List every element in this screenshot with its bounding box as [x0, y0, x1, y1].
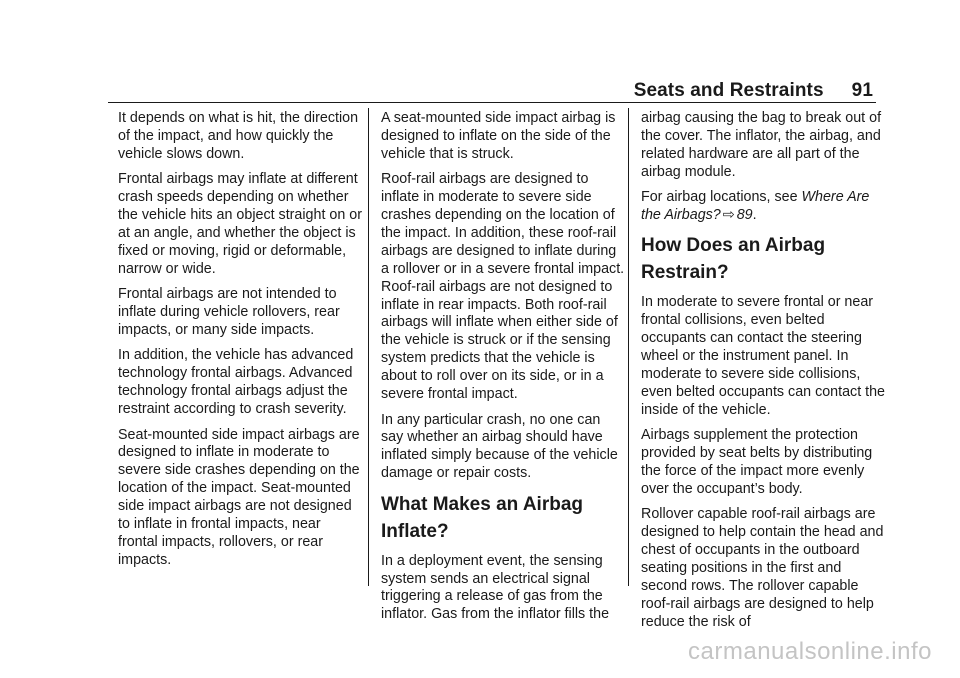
paragraph — [641, 189, 885, 225]
page-number: 91 — [851, 80, 873, 101]
paragraph: airbag causing the bag to break out of the cover. The inflator, the airbag, and related hardware are all part of the airbag module. — [641, 110, 882, 180]
page-reference-arrow-icon: ⇨ — [722, 207, 735, 224]
paragraph: It depends on what is hit, the direction of the impact, and how quickly the vehicle slows down. — [118, 110, 359, 162]
paragraph: Seat-mounted side impact airbags are designed to inflate in moderate to severe side crashes depending on the location of the impact. Seat-mounted side impact airbags are not designed to inflate in frontal impacts, near frontal impacts, rollovers, or rear impacts. — [118, 426, 360, 568]
paragraph: Roof-rail airbags are designed to inflate in moderate to severe side crashes depending on the location of the impact. In addition, these roof-rail airbags are designed to inflate during a rollover or in a severe frontal impact. Roof-rail airbags are not designed to inflate in rear impacts. Both roof-rail airbags will inflate when either side of the vehicle is struck or if the sensing system predicts that the vehicle is about to roll over on its side, or in a severe frontal impact. — [381, 171, 625, 403]
column-3 — [641, 110, 885, 639]
column-divider — [368, 108, 369, 586]
column-2 — [381, 110, 625, 632]
paragraph-text: For airbag locations, see — [641, 189, 802, 206]
paragraph: Airbags supplement the protection provided by seat belts by distributing the force of the impact more evenly over the occupant’s body. — [641, 427, 873, 497]
cross-reference-page[interactable]: 89 — [736, 207, 753, 224]
section-heading: What Makes an Airbag Inflate? — [381, 493, 584, 542]
paragraph: In moderate to severe frontal or near frontal collisions, even belted occupants can contact the steering wheel or the instrument panel. In moderate to severe side collisions, even belted occupants can contact the inside of the vehicle. — [641, 294, 886, 418]
paragraph: In any particular crash, no one can say whether an airbag should have inflated simply because of the vehicle damage or repair costs. — [381, 411, 618, 482]
header-divider — [108, 102, 876, 103]
paragraph: Frontal airbags are not intended to inflate during vehicle rollovers, rear impacts, or many side impacts. — [118, 286, 340, 338]
column-1 — [118, 110, 362, 577]
paragraph: Rollover capable roof-rail airbags are designed to help contain the head and chest of occupants in the outboard seating positions in the first and second rows. The rollover capable roof-rail airbags are designed to help reduce the risk of — [641, 506, 884, 630]
section-heading: How Does an Airbag Restrain? — [641, 235, 826, 284]
paragraph-text: . — [752, 207, 757, 224]
paragraph: In addition, the vehicle has advanced technology frontal airbags. Advanced technology frontal airbags adjust the restraint according to crash severity. — [118, 347, 354, 418]
paragraph: Frontal airbags may inflate at different crash speeds depending on whether the vehicle hits an object straight on or at an angle, and whether the object is fixed or moving, rigid or deformable, narrow or wide. — [118, 171, 362, 277]
cross-reference-link[interactable]: Where Are the Airbags? — [641, 189, 870, 224]
section-title: Seats and Restraints — [633, 80, 824, 101]
paragraph: In a deployment event, the sensing system sends an electrical signal triggering a release of gas from the inflator. Gas from the inflator fills the — [381, 552, 610, 623]
watermark: carmanualsonline.info — [688, 638, 932, 665]
paragraph: A seat-mounted side impact airbag is designed to inflate on the side of the vehicle that is struck. — [381, 110, 616, 162]
column-divider — [628, 108, 629, 586]
running-header — [634, 80, 873, 102]
